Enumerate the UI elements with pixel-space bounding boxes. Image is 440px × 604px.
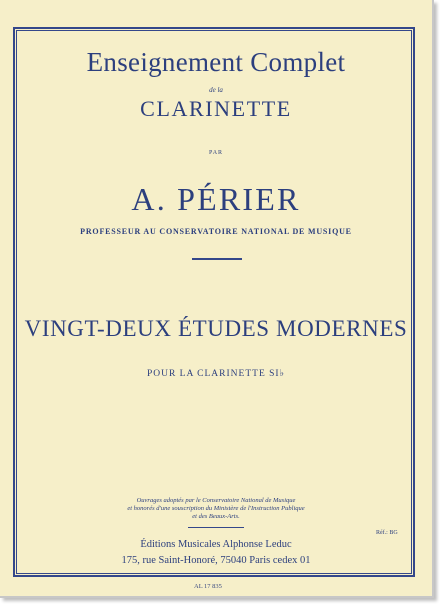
author-title: PROFESSEUR AU CONSERVATOIRE NATIONAL DE MUSIQUE <box>80 227 352 236</box>
publisher-address: 175, rue Saint-Honoré, 75040 Paris cedex 01 <box>121 555 311 566</box>
de-la-label: de la <box>209 86 223 94</box>
instrument-title: CLARINETTE <box>140 96 292 121</box>
reference-code: Réf.: BG <box>376 530 398 536</box>
series-title: Enseignement Complet <box>86 47 346 77</box>
notice-line-3: et des Beaux-Arts. <box>192 513 240 520</box>
divider-rule <box>192 258 242 260</box>
author-name: A. PÉRIER <box>131 181 301 217</box>
notice-line-1: Ouvrages adoptés par le Conservatoire National de Musique <box>136 497 296 504</box>
par-label: par <box>208 147 224 156</box>
work-title: VINGT-DEUX ÉTUDES MODERNES <box>24 316 408 341</box>
publisher-divider <box>188 527 244 528</box>
notice-line-2: et honorés d'une souscription du Ministère de l'Instruction Publique <box>127 505 305 512</box>
plate-number: AL 17 835 <box>194 583 222 590</box>
publisher-name: Éditions Musicales Alphonse Leduc <box>140 539 292 550</box>
work-subtitle: POUR LA CLARINETTE SI♭ <box>146 369 286 379</box>
